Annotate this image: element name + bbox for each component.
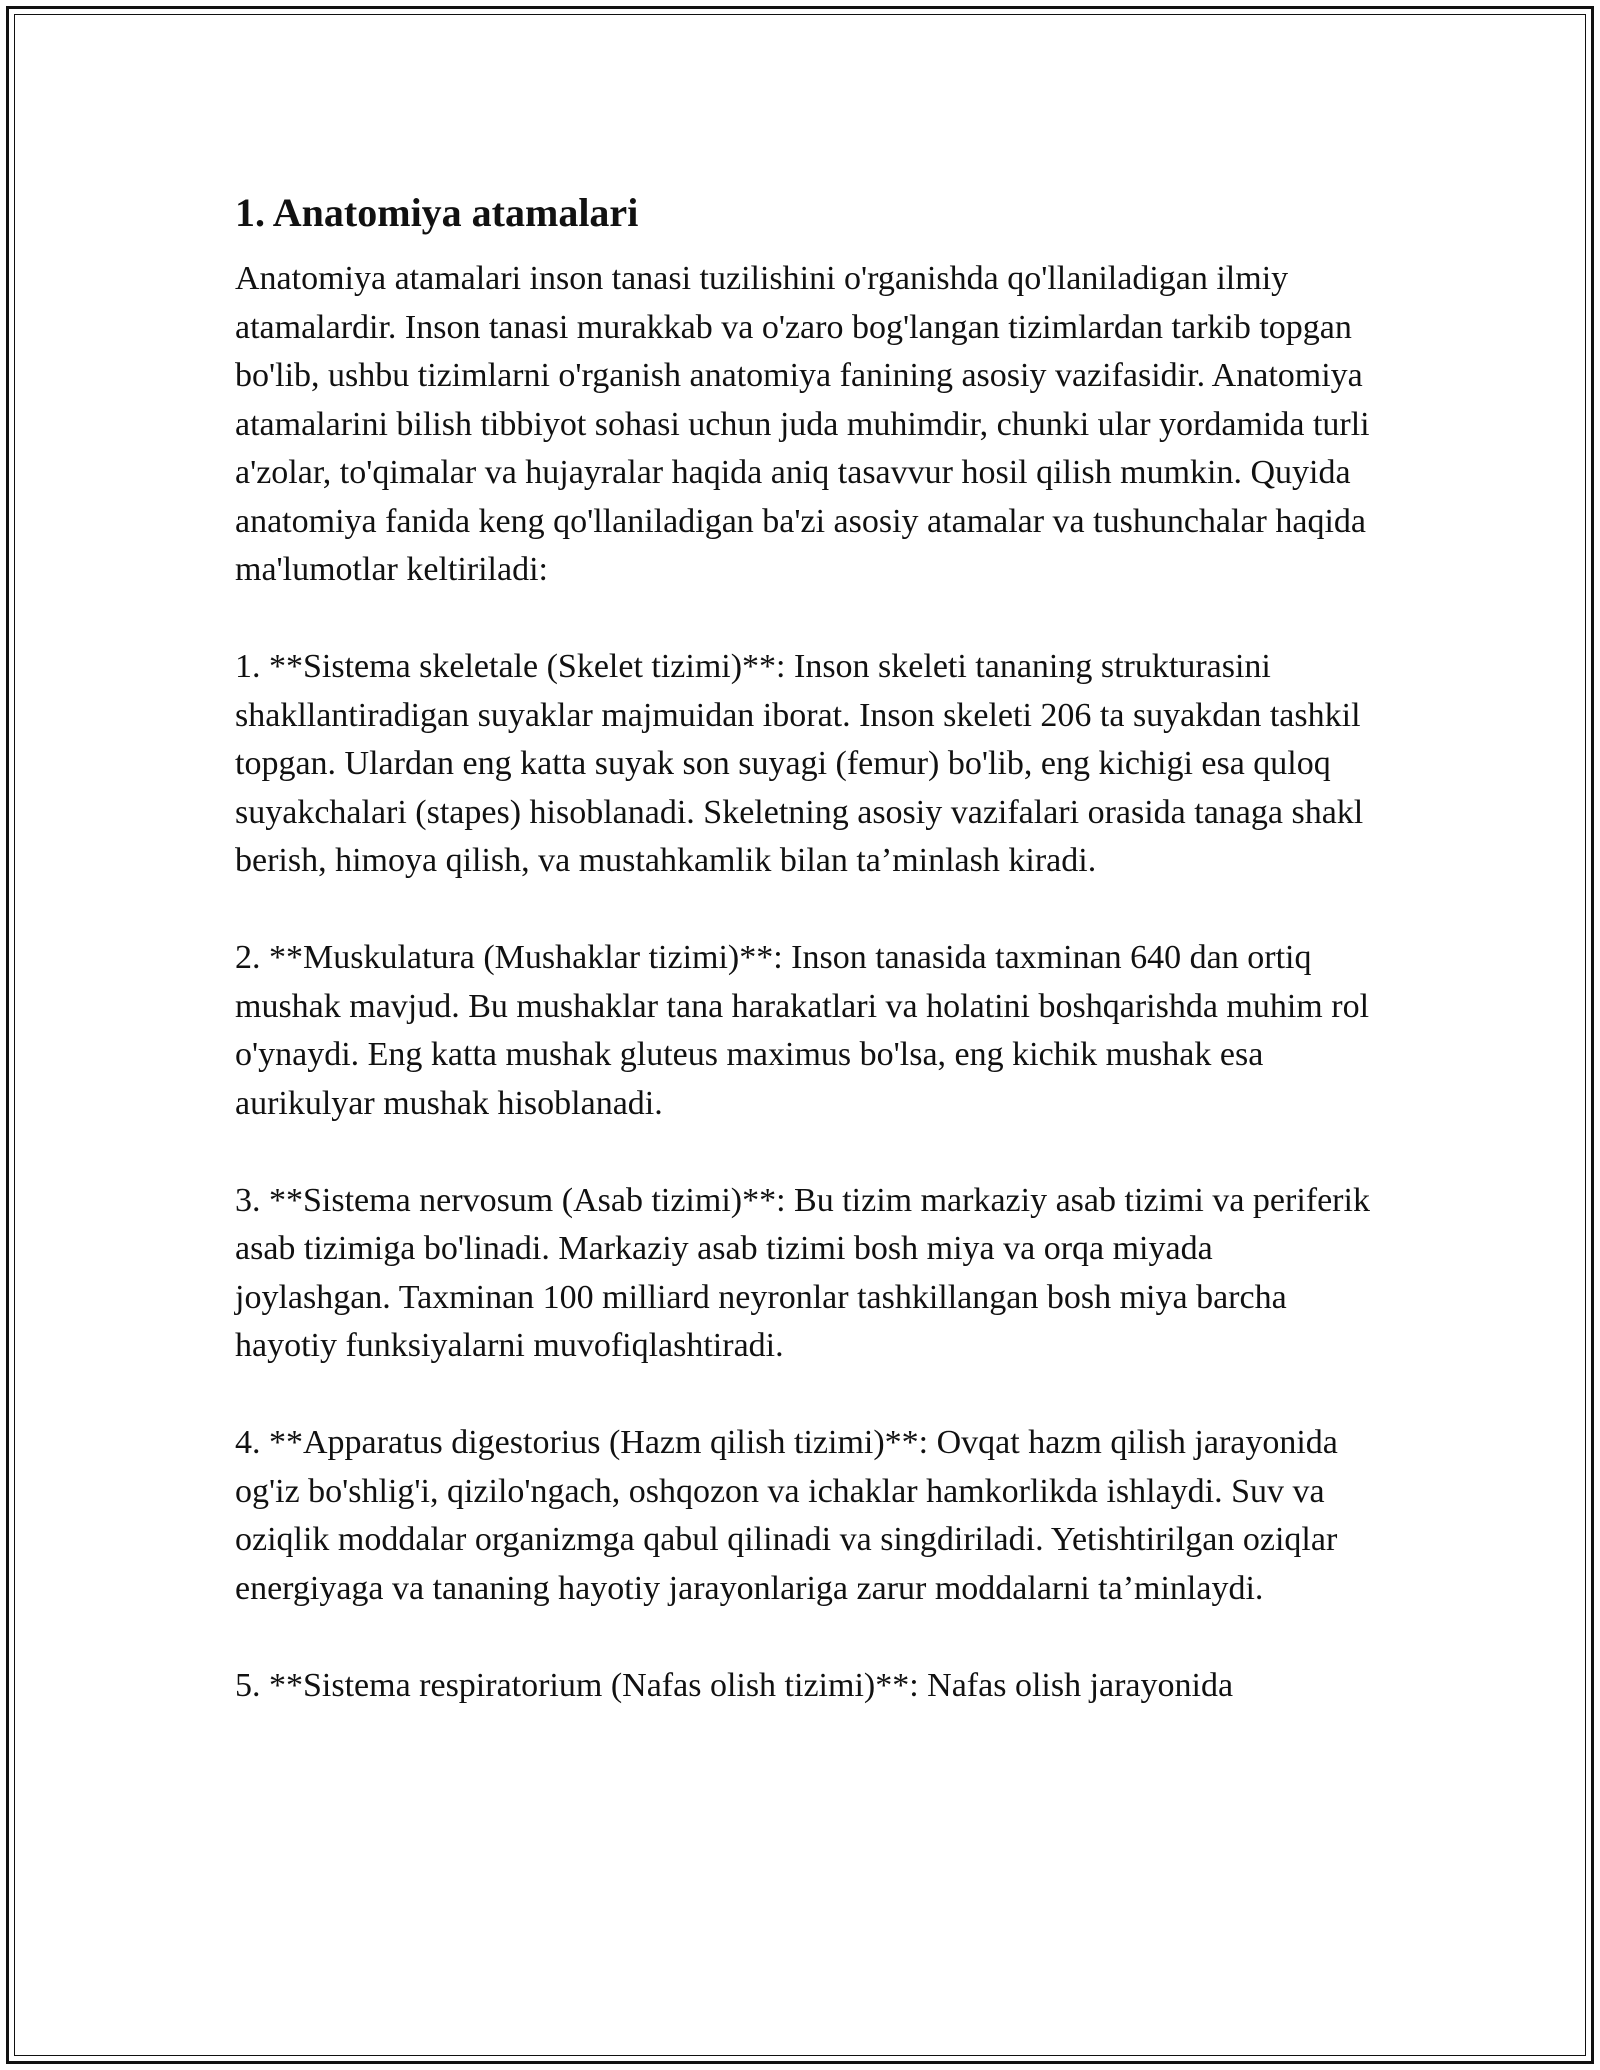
document-body [235,183,1375,1710]
list-item-respiratory-system: 5. **Sistema respiratorium (Nafas olish tizimi)**: Nafas olish jarayonida [235,1666,1234,1704]
list-item-nervous-system: 3. **Sistema nervosum (Asab tizimi)**: Bu tizim markaziy asab tizimi va periferik asab tizimiga bo'linadi. Markaziy asab tizimi bosh miya va orqa miyada joylashgan. Taxminan 100 milliard neyronlar tashkillangan bosh miya barcha hayotiy funksiyalarni muvofiqlashtiradi. [235,1181,1370,1364]
list-item-muscular-system: 2. **Muskulatura (Mushaklar tizimi)**: Inson tanasida taxminan 640 dan ortiq mushak mavjud. Bu mushaklar tana harakatlari va holatini boshqarishda muhim rol o'ynaydi. Eng katta mushak gluteus maximus bo'lsa, eng kichik mushak esa aurikulyar mushak hisoblanadi. [235,939,1370,1122]
list-item-digestive-system: 4. **Apparatus digestorius (Hazm qilish tizimi)**: Ovqat hazm qilish jarayonida og'iz bo'shlig'i, qizilo'ngach, oshqozon va ichaklar hamkorlikda ishlaydi. Suv va oziqlik moddalar organizmga qabul qilinadi va singdiriladi. Yetishtirilgan oziqlar energiyaga va tananing hayotiy jarayonlariga zarur moddalarni ta’minlaydi. [235,1424,1338,1607]
list-item-skeletal-system: 1. **Sistema skeletale (Skelet tizimi)**: Inson skeleti tananing strukturasini shakllantiradigan suyaklar majmuidan iborat. Inson skeleti 206 ta suyakdan tashkil topgan. Ulardan eng katta suyak son suyagi (femur) bo'lib, eng kichigi esa quloq suyakchalari (stapes) hisoblanadi. Skeletning asosiy vazifalari orasida tanaga shakl berish, himoya qilish, va mustahkamlik bilan ta’minlash kiradi. [235,648,1364,879]
document-title: 1. Anatomiya atamalari [235,190,639,235]
intro-paragraph: Anatomiya atamalari inson tanasi tuzilishini o'rganishda qo'llaniladigan ilmiy atamalardir. Inson tanasi murakkab va o'zaro bog'langan tizimlardan tarkib topgan bo'lib, ushbu tizimlarni o'rganish anatomiya fanining asosiy vazifasidir. Anatomiya atamalarini bilish tibbiyot sohasi uchun juda muhimdir, chunki ular yordamida turli a'zolar, to'qimalar va hujayralar haqida aniq tasavvur hosil qilish mumkin. Quyida anatomiya fanida keng qo'llaniladigan ba'zi asosiy atamalar va tushunchalar haqida ma'lumotlar keltiriladi: [235,260,1370,588]
